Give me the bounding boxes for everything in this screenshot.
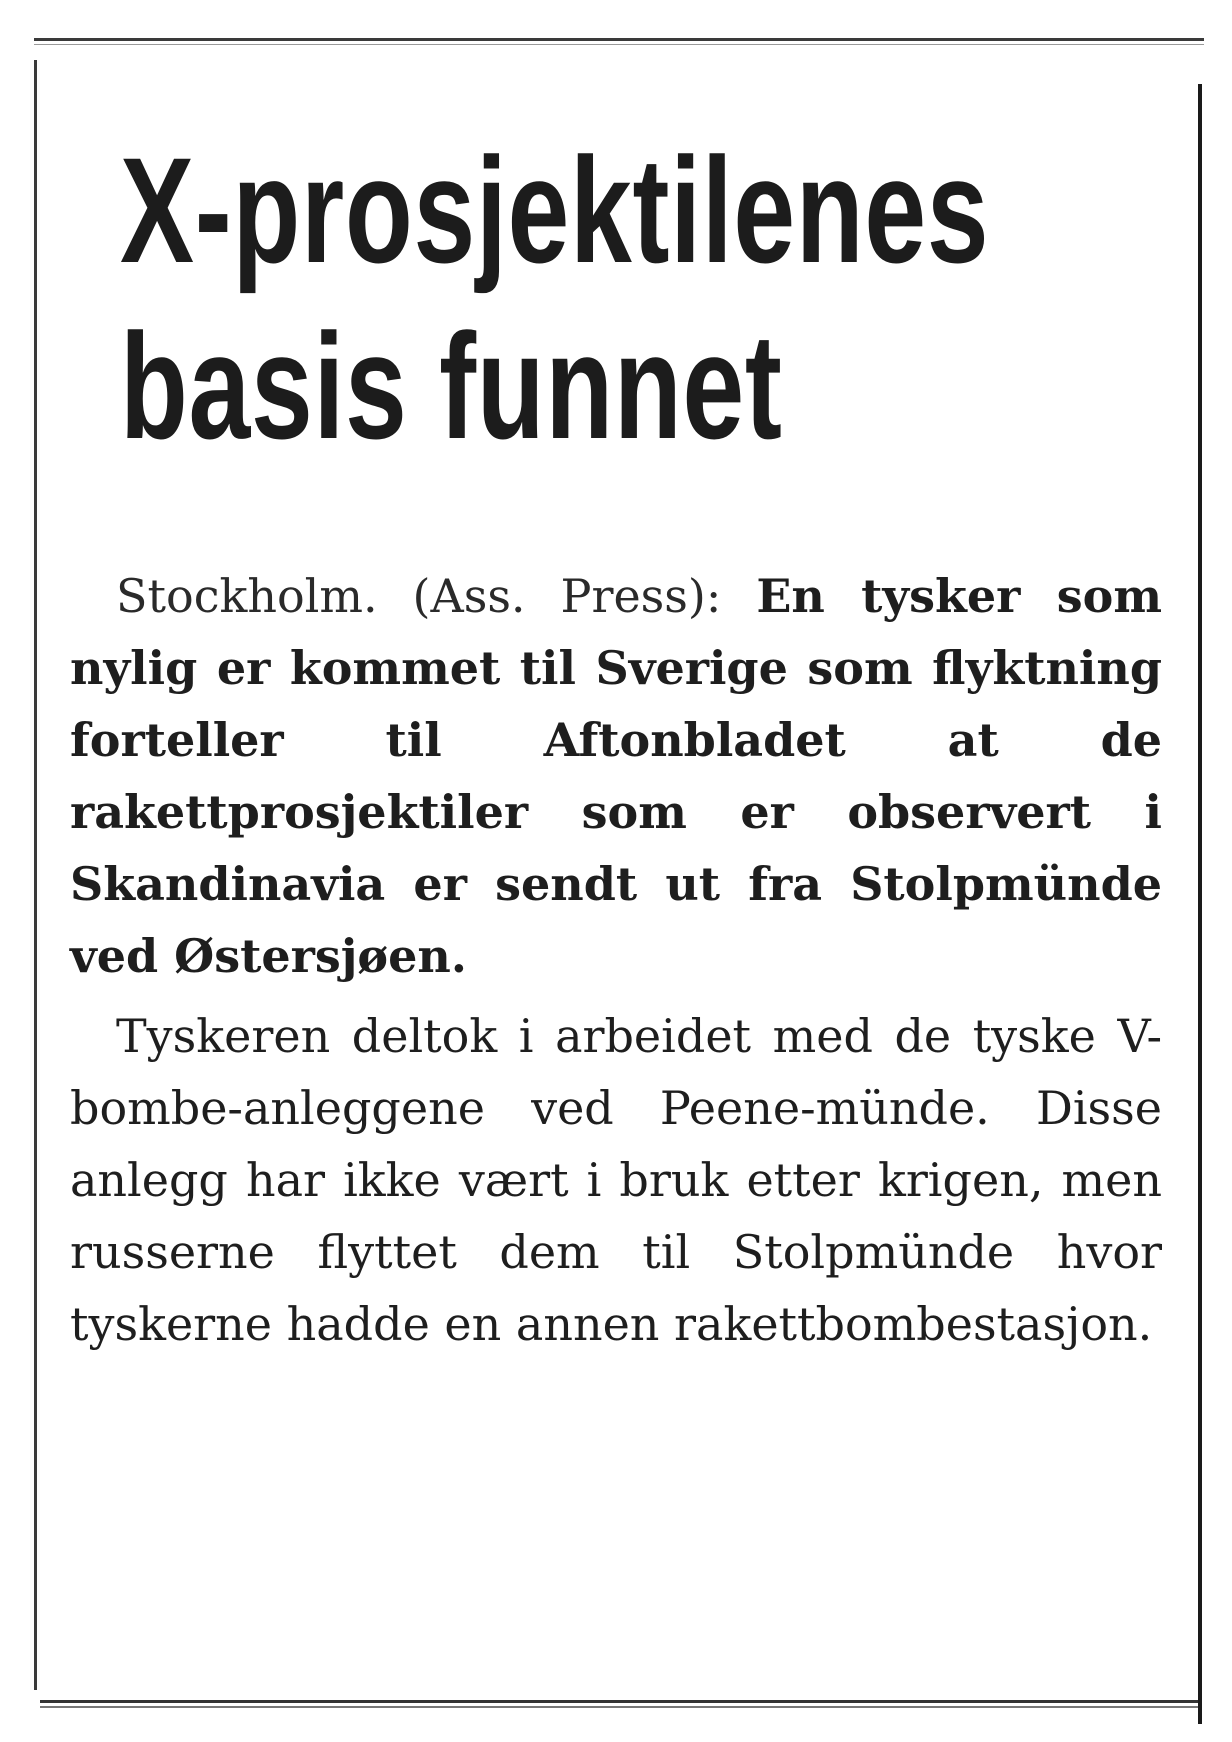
top-border-rule <box>34 38 1204 41</box>
paragraph-1-text: En tysker som nylig er kommet til Sverige som flyktning forteller til Aftonbladet at de rakettprosjektiler som er observert i Skandinavia er sendt ut fra Stolpmünde ved Østersjøen. <box>70 569 1163 983</box>
article-body <box>70 560 1162 1360</box>
paragraph-2-text: Tyskeren deltok i arbeidet med de tyske V-bombe-anleggene ved Peene-münde. Disse anlegg har ikke vært i bruk etter krigen, men russerne flyttet dem til Stolpmünde hvor tyskerne hadde en annen rakettbombestasjon. <box>70 1009 1162 1351</box>
top-border-rule-thin <box>34 44 1204 45</box>
bottom-border-rule <box>40 1700 1198 1703</box>
headline-line-1: X-prosjektilenes <box>120 126 990 294</box>
bottom-border-rule-thin <box>40 1706 1198 1708</box>
left-border-rule <box>34 60 37 1690</box>
headline <box>120 122 1180 474</box>
right-border-rule <box>1198 84 1202 1724</box>
dateline: Stockholm. (Ass. Press): <box>116 569 722 623</box>
article-paragraph-2 <box>70 1000 1162 1360</box>
article-paragraph-1 <box>70 560 1162 992</box>
headline-line-2: basis funnet <box>120 302 783 470</box>
